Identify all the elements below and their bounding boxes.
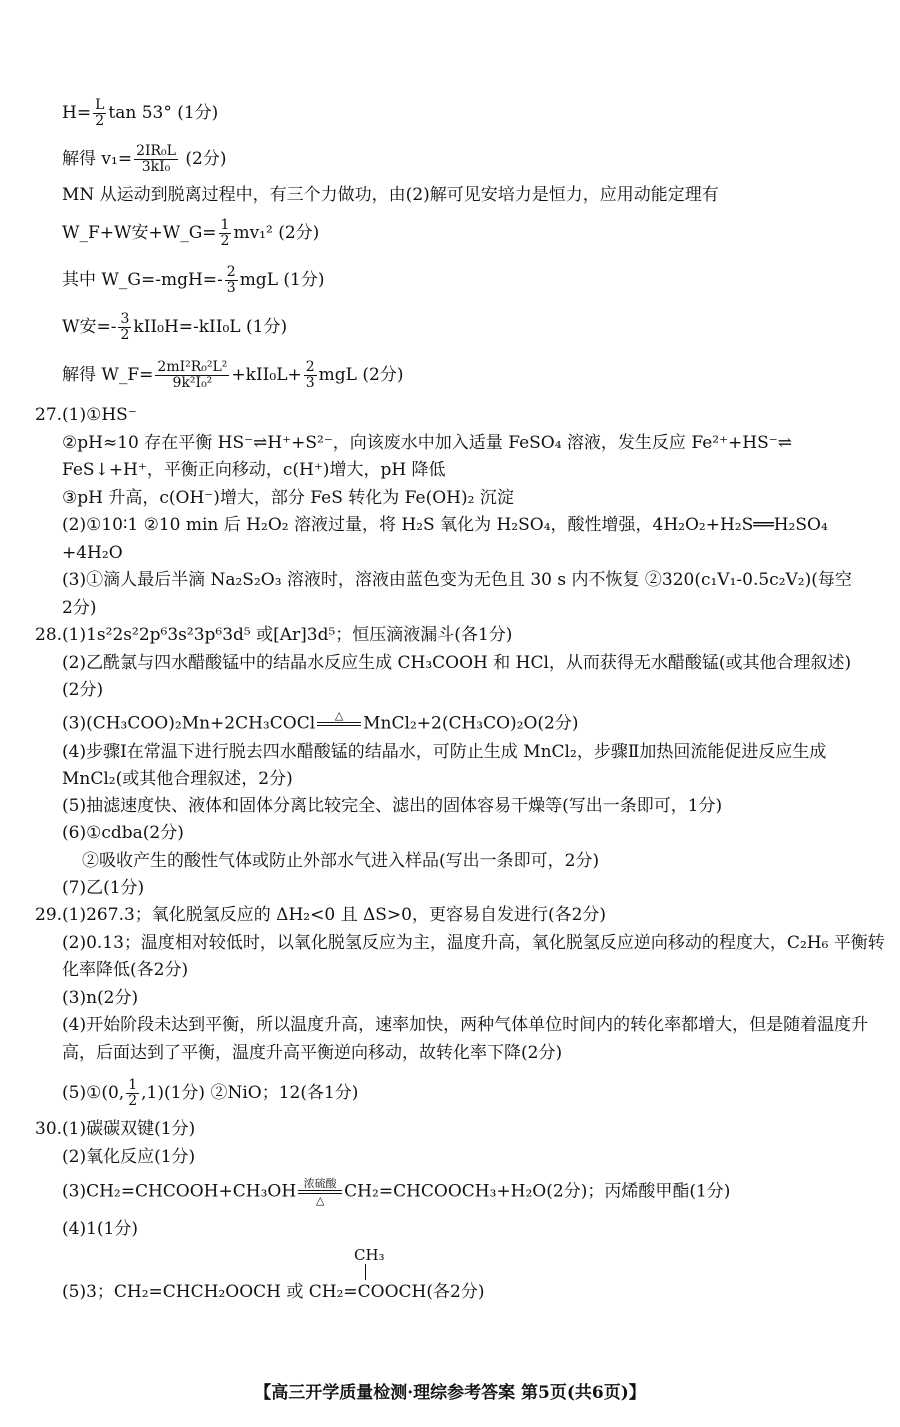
q27-2-cont: +4H₂O — [62, 543, 123, 563]
q28-1: 28.(1)1s²2s²2p⁶3s²3p⁶3d⁵ 或[Ar]3d⁵；恒压滴液漏斗(各1分) — [35, 625, 513, 645]
q27-1-2-cont: FeS↓+H⁺，平衡正向移动，c(H⁺)增大，pH 降低 — [62, 460, 446, 480]
branch-bond — [365, 1264, 366, 1280]
q27-3: (3)①滴人最后半滴 Na₂S₂O₃ 溶液时，溶液由蓝色变为无色且 30 s 内不恢复 ②320(c₁V₁-0.5c₂V₂)(每空 — [62, 570, 852, 590]
reaction-arrow: △ — [317, 710, 361, 738]
q27-2: (2)①10∶1 ②10 min 后 H₂O₂ 溶液过量，将 H₂S 氧化为 H₂SO₄，酸性增强，4H₂O₂+H₂S══H₂SO₄ — [62, 515, 828, 535]
fraction: $\frac{\text{2IR₀L}}{\text{3kI₀}}$ — [136, 143, 176, 175]
q27-3-cont: 2分) — [62, 598, 97, 618]
q29-3: (3)n(2分) — [62, 988, 139, 1008]
line-wan: W安=- $\frac{3}{2}$ kII₀H=-kII₀L (1分) — [62, 311, 288, 343]
q27-1: 27.(1)①HS⁻ — [35, 405, 137, 425]
fraction: $\frac{3}{2}$ — [120, 311, 130, 343]
line-wg: 其中 W_G=-mgH=- $\frac{2}{3}$ mgL (1分) — [62, 264, 325, 296]
methyl-branch-label: CH₃ — [354, 1246, 385, 1264]
line-wf-solution: 解得 W_F= $\frac{\text{2mI²R₀²L²}}{\text{9k²I₀²}}$ +kII₀L+ $\frac{2}{3}$ mgL (2分) — [62, 359, 404, 391]
q30-5: (5)3；CH₂=CHCH₂OOCH 或 CH₂=COOCH(各2分) — [62, 1282, 485, 1302]
fraction: $\frac{2}{3}$ — [305, 359, 315, 391]
reaction-arrow: 浓硫酸 △ — [298, 1178, 342, 1206]
q30-4: (4)1(1分) — [62, 1219, 138, 1239]
q28-5: (5)抽滤速度快、液体和固体分离比较完全、滤出的固体容易干燥等(写出一条即可，1分) — [62, 796, 723, 816]
q29-1: 29.(1)267.3；氧化脱氢反应的 ΔH₂<0 且 ΔS>0，更容易自发进行(各2分) — [35, 905, 607, 925]
page-footer: 【高三开学质量检测·理综参考答案 第5页(共6页)】 — [254, 1383, 646, 1403]
q27-1-2: ②pH≈10 存在平衡 HS⁻⇌H⁺+S²⁻，向该废水中加入适量 FeSO₄ 溶液，发生反应 Fe²⁺+HS⁻⇌ — [62, 433, 792, 453]
q30-2: (2)氧化反应(1分) — [62, 1147, 196, 1167]
q29-2: (2)0.13；温度相对较低时，以氧化脱氢反应为主，温度升高，氧化脱氢反应逆向移动的程度大，C₂H₆ 平衡转 — [62, 933, 885, 953]
line-work-sum: W_F+W安+W_G= $\frac{1}{2}$ mv₁² (2分) — [62, 217, 320, 249]
line-mn-text: MN 从运动到脱离过程中，有三个力做功，由(2)解可见安培力是恒力，应用动能定理有 — [62, 185, 719, 205]
q29-4: (4)开始阶段未达到平衡，所以温度升高，速率加快，两种气体单位时间内的转化率都增大，但是随着温度升 — [62, 1015, 869, 1035]
q29-5: (5)①(0, $\frac{1}{2}$ ,1)(1分) ②NiO；12(各1分) — [62, 1077, 359, 1109]
line-v1-solution: 解得 v₁= $\frac{\text{2IR₀L}}{\text{3kI₀}}$ (2分) — [62, 143, 227, 175]
q28-7: (7)乙(1分) — [62, 878, 145, 898]
fraction: $\frac{2}{3}$ — [226, 264, 236, 296]
q28-6: (6)①cdba(2分) — [62, 823, 184, 843]
q28-3: (3)(CH₃COO)₂Mn+2CH₃COCl △ MnCl₂+2(CH₃CO)₂O(2分) — [62, 710, 579, 738]
q28-6-2: ②吸收产生的酸性气体或防止外部水气进入样品(写出一条即可，2分) — [82, 851, 600, 871]
q28-4: (4)步骤Ⅰ在常温下进行脱去四水醋酸锰的结晶水，可防止生成 MnCl₂，步骤Ⅱ加热回流能促进反应生成 — [62, 742, 827, 762]
q30-1: 30.(1)碳碳双键(1分) — [35, 1119, 196, 1139]
q30-3: (3)CH₂=CHCOOH+CH₃OH 浓硫酸 △ CH₂=CHCOOCH₃+H₂O(2分)；丙烯酸甲酯(1分) — [62, 1177, 731, 1207]
fraction: $\frac{1}{2}$ — [220, 217, 230, 249]
fraction: $\frac{\text{2mI²R₀²L²}}{\text{9k²I₀²}}$ — [157, 359, 228, 391]
fraction: $\frac{1}{2}$ — [128, 1077, 138, 1109]
q29-4-cont: 高，后面达到了平衡，温度升高平衡逆向移动，故转化率下降(2分) — [62, 1043, 563, 1063]
q28-2-cont: (2分) — [62, 680, 104, 700]
q28-2: (2)乙酰氯与四水醋酸锰中的结晶水反应生成 CH₃COOH 和 HCl，从而获得无水醋酸锰(或其他合理叙述) — [62, 653, 852, 673]
q29-2-cont: 化率降低(各2分) — [62, 960, 189, 980]
q27-1-3: ③pH 升高，c(OH⁻)增大，部分 FeS 转化为 Fe(OH)₂ 沉淀 — [62, 488, 514, 508]
q28-4-cont: MnCl₂(或其他合理叙述，2分) — [62, 769, 293, 789]
line-h-eq: H= $\frac{L}{2}$ tan 53° (1分) — [62, 97, 219, 129]
fraction: $\frac{L}{2}$ — [95, 97, 105, 129]
